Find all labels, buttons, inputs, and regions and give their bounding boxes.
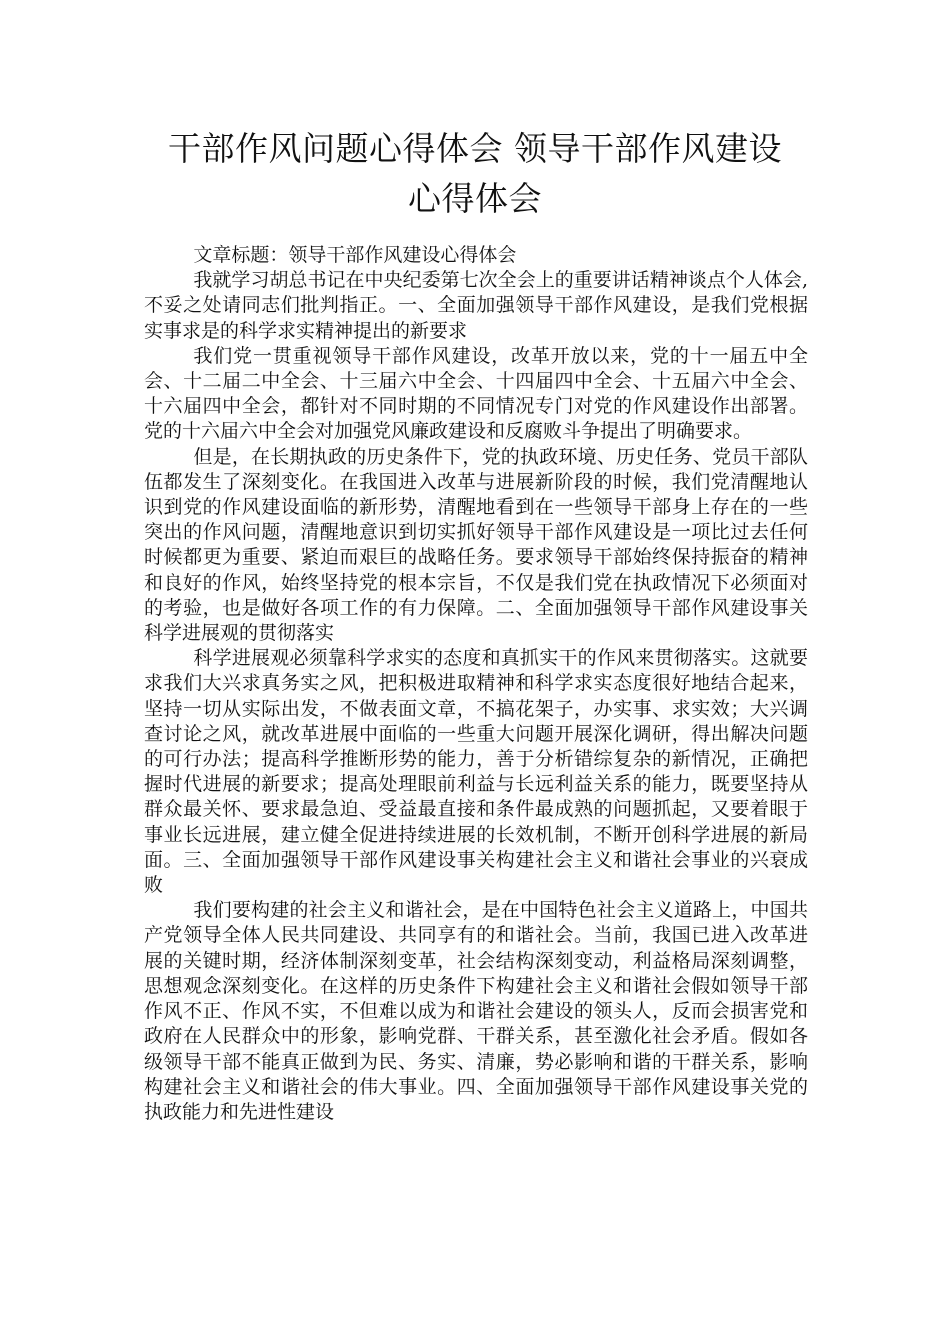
article-heading-paragraph: 文章标题：领导干部作风建设心得体会 bbox=[193, 244, 517, 266]
paragraph-3: 但是，在长期执政的历史条件下，党的执政环境、历史任务、党员干部队伍都发生了深刻变化。在我国进入改革与进展新阶段的时候，我们党清醒地认识到党的作风建设面临的新形势，清醒地看到在一些领导干部身上存在的一些突出的作风问题，清醒地意识到切实抓好领导干部作风建设是一项比过去任何时候都更为重要、紧迫而艰巨的战略任务。要求领导干部始终保持振奋的精神和良好的作风，始终坚持党的根本宗旨，不仅是我们党在执政情况下必须面对的考验，也是做好各项工作的有力保障。二、全面加强领导干部作风建设事关科学进展观的贯彻落实 bbox=[144, 445, 808, 645]
title-line-1: 干部作风问题心得体会 领导干部作风建设 bbox=[168, 129, 782, 168]
document-body bbox=[144, 243, 808, 1125]
paragraph-4: 科学进展观必须靠科学求实的态度和真抓实干的作风来贯彻落实。这就要求我们大兴求真务实之风，把积极进取精神和科学求实态度很好地结合起来，坚持一切从实际出发，不做表面文章，不搞花架子，办实事、求实效；大兴调查讨论之风，就改革进展中面临的一些重大问题开展深化调研，得出解决问题的可行办法；提高科学推断形势的能力，善于分析错综复杂的新情况，正确把握时代进展的新要求；提高处理眼前利益与长远利益关系的能力，既要坚持从群众最关怀、要求最急迫、受益最直接和条件最成熟的问题抓起，又要着眼于事业长远进展，建立健全促进持续进展的长效机制，不断开创科学进展的新局面。三、全面加强领导干部作风建设事关构建社会主义和谐社会事业的兴衰成败 bbox=[144, 647, 808, 897]
paragraph-5: 我们要构建的社会主义和谐社会，是在中国特色社会主义道路上，中国共产党领导全体人民共同建设、共同享有的和谐社会。当前，我国已进入改革进展的关键时期，经济体制深刻变革，社会结构深刻变动，利益格局深刻调整，思想观念深刻变化。在这样的历史条件下构建社会主义和谐社会假如领导干部作风不正、作风不实，不但难以成为和谐社会建设的领头人，反而会损害党和政府在人民群众中的形象，影响党群、干群关系，甚至激化社会矛盾。假如各级领导干部不能真正做到为民、务实、清廉，势必影响和谐的干群关系，影响构建社会主义和谐社会的伟大事业。四、全面加强领导干部作风建设事关党的执政能力和先进性建设 bbox=[144, 899, 808, 1123]
document-title bbox=[120, 124, 830, 224]
title-line-2: 心得体会 bbox=[408, 179, 542, 218]
paragraph-2: 我们党一贯重视领导干部作风建设，改革开放以来，党的十一届五中全会、十二届二中全会、十三届六中全会、十四届四中全会、十五届六中全会、十六届四中全会，都针对不同时期的不同情况专门对党的作风建设作出部署。党的十六届六中全会对加强党风廉政建设和反腐败斗争提出了明确要求。 bbox=[144, 344, 808, 443]
paragraph-1: 我就学习胡总书记在中央纪委第七次全会上的重要讲话精神谈点个人体会,不妥之处请同志们批判指正。一、全面加强领导干部作风建设，是我们党根据实事求是的科学求实精神提出的新要求 bbox=[144, 269, 808, 342]
